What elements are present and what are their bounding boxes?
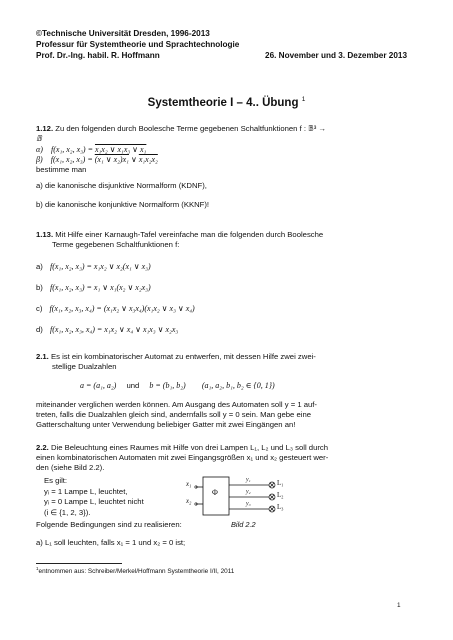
task-2-2-es-gilt: Es gilt: <box>44 476 68 485</box>
item-label: b) <box>36 283 43 292</box>
header-department: Professur für Systemtheorie und Sprachtechnologie <box>36 40 240 49</box>
task-2-2-line-3: den (siehe Bild 2.2). <box>36 463 105 472</box>
formula-a: a = (a₁, a₂) <box>80 381 117 390</box>
footnote <box>36 566 234 575</box>
task-1-13-a <box>36 262 151 272</box>
beta-term-1: (x₁ ∨ x₂) <box>94 155 123 164</box>
figure-caption: Bild 2.2 <box>231 520 256 529</box>
task-1-12-intro-b: 𝔹 <box>36 134 42 143</box>
task-1-12-item-b: b) die kanonische konjunktive Normalform (KKNF)! <box>36 200 210 209</box>
formula-und: und <box>126 381 140 390</box>
output-label-y1: y₁ <box>246 477 251 483</box>
alpha-rhs: x₁x₂ ∨ x₁x₃ ∨ x₁ <box>94 145 147 154</box>
item-expression: f(x₁, x₂, x₃) = x₁x₂ ∨ x₂(x₁ ∨ x₃) <box>49 262 151 271</box>
lamp-label-l1: L₁ <box>277 480 284 487</box>
task-number: 1.13. <box>36 230 54 239</box>
title-text: Systemtheorie I – 4.. Übung <box>147 96 299 109</box>
title-footnote-mark: 1 <box>301 96 306 103</box>
task-2-2-y-one: yᵢ = 1 Lampe L, leuchtet, <box>44 487 128 496</box>
task-1-12-intro <box>36 124 326 134</box>
output-label-y2: y₂ <box>246 489 251 495</box>
footnote-rule <box>36 563 122 564</box>
item-label: d) <box>36 325 43 334</box>
page-number: 1 <box>397 602 401 609</box>
item-expression: f(x₁, x₂, x₃) = x₁ ∨ x₁(x₂ ∨ x₂x₃) <box>49 283 151 292</box>
task-text: Es ist ein kombinatorischer Automat zu entwerfen, mit dessen Hilfe zwei zwei- <box>50 352 316 361</box>
footnote-text: entnommen aus: Schreiber/Merkel/Hoffmann Systemtheorie I/II, 2011 <box>38 568 235 576</box>
task-2-2-bedingungen: Folgende Bedingungen sind zu realisieren: <box>36 520 182 529</box>
task-1-13-intro <box>36 230 323 240</box>
figure-diagram <box>186 473 286 523</box>
task-2-2-line-1 <box>36 443 328 453</box>
task-text: Die Beleuchtung eines Raumes mit Hilfe von drei Lampen L₁, L₂ und L₃ soll durch <box>50 443 329 452</box>
input-label-x1: x₁ <box>186 481 192 488</box>
task-1-12-beta <box>36 155 158 165</box>
task-2-1-line-2: stellige Dualzahlen <box>52 362 117 371</box>
task-1-13-c <box>36 304 195 314</box>
task-2-2-line-2: einen kombinatorischen Automaten mit zwei Eingangsgrößen x₁ und x₂ gesteuert wer- <box>36 453 329 462</box>
task-number: 2.2. <box>36 443 49 452</box>
task-2-2-y-zero: yᵢ = 0 Lampe L, leuchtet nicht <box>44 497 144 506</box>
lamp-label-l3: L₃ <box>277 504 284 511</box>
header-copyright: ©Technische Universität Dresden, 1996-2013 <box>36 29 210 38</box>
task-1-12-item-a: a) die kanonische disjunktive Normalform (KDNF), <box>36 181 207 190</box>
task-1-13-intro-b: Terme gegebenen Schaltfunktionen f: <box>52 240 180 249</box>
task-1-13-d <box>36 325 178 335</box>
task-2-2-domain: (i ∈ {1, 2, 3}). <box>44 508 91 517</box>
task-number: 2.1. <box>36 352 49 361</box>
item-label: c) <box>36 304 43 313</box>
task-2-1-line-5: Gatterschaltung unter Verwendung beliebiger Gatter mit zwei Eingängen an! <box>36 420 296 429</box>
task-2-1-formula <box>80 381 275 391</box>
task-1-12-bestimme: bestimme man <box>36 165 87 174</box>
task-number: 1.12. <box>36 124 54 133</box>
item-label: a) <box>36 262 43 271</box>
item-expression: f(x₁, x₂, x₃, x₄) = x₁x₂ ∨ x₄ ∨ x₁x₃ ∨ x₂x₃ <box>49 325 179 334</box>
task-text: Mit Hilfe einer Karnaugh-Tafel vereinfache man die folgenden durch Boolesche <box>55 230 324 239</box>
beta-lhs: f(x₁, x₂, x₃) = <box>50 155 95 164</box>
output-label-y3: y₃ <box>246 501 251 507</box>
task-1-12-alpha <box>36 145 146 155</box>
header-professor: Prof. Dr.-Ing. habil. R. Hoffmann <box>36 51 160 60</box>
footnote-mark: 1 <box>36 566 39 571</box>
task-text: Zu den folgenden durch Boolesche Terme gegebenen Schaltfunktionen f : 𝔹³ → <box>55 124 327 133</box>
task-1-13-b <box>36 283 151 293</box>
header-dates: 26. November und 3. Dezember 2013 <box>265 51 407 60</box>
automaton-phi: Φ <box>212 488 218 497</box>
figure-2-2 <box>186 473 286 523</box>
beta-term-2: x₁ <box>122 155 129 164</box>
beta-label: β) <box>36 155 43 164</box>
task-2-1-line-4: treten, falls die Dualzahlen gleich sind, andernfalls soll y = 0 sein. Man gebe eine <box>36 410 311 419</box>
formula-domain: (a₁, a₂, b₁, b₂ ∈ {0, 1}) <box>201 381 275 390</box>
beta-term-3: x₁x₂x₂ <box>138 155 158 164</box>
alpha-label: α) <box>36 145 43 154</box>
page-title <box>0 96 453 109</box>
alpha-lhs: f(x₁, x₂, x₃) = <box>51 145 95 154</box>
task-2-2-condition-a: a) L₁ soll leuchten, falls x₁ = 1 und x₂ = 0 ist; <box>36 538 186 547</box>
task-2-1-line-3: miteinander verglichen werden können. Am Ausgang des Automaten soll y = 1 auf- <box>36 400 317 409</box>
item-expression: f(x₁, x₂, x₃, x₄) = (x₁x₂ ∨ x₃x₄)(x₁x₂ ∨ x₃ ∨ x₄) <box>49 304 195 313</box>
beta-or: ∨ <box>128 155 139 164</box>
task-2-1-line-1 <box>36 352 316 362</box>
input-label-x2: x₂ <box>186 498 192 505</box>
lamp-label-l2: L₂ <box>277 492 284 499</box>
formula-b: b = (b₁, b₂) <box>149 381 186 390</box>
